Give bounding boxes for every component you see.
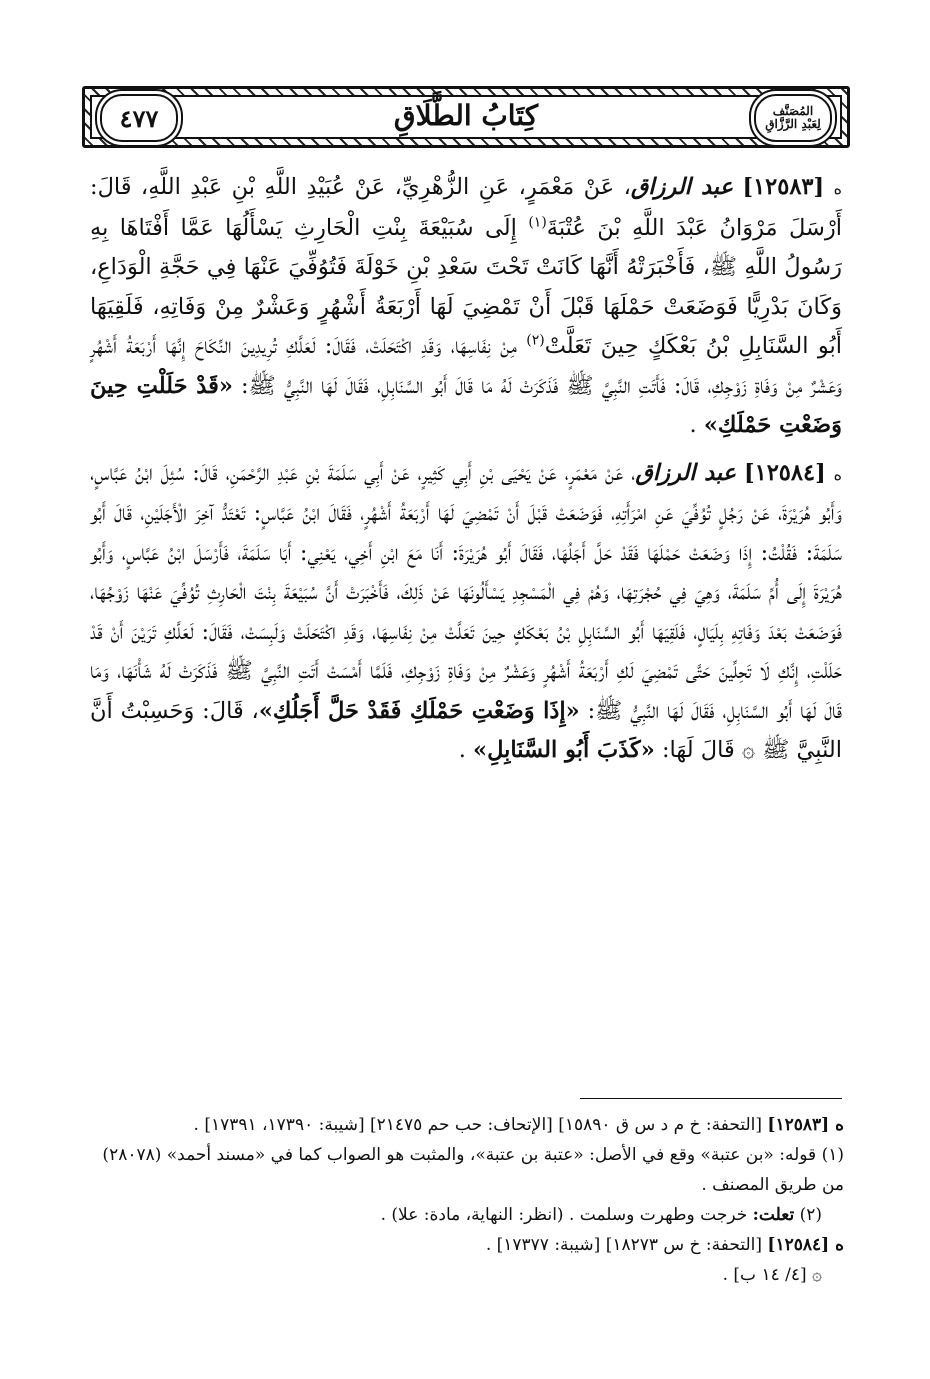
footnote-lead: ۞ [812, 1265, 822, 1285]
footnote-text: [التحفة: خ م د س ق ١٥٨٩٠] [الإتحاف: حب حم ٢١٤٧٥] [شيبة: ١٧٣٩٠، ١٧٣٩١] . [193, 1115, 768, 1135]
footnote-item [96, 1140, 844, 1200]
footnote-lead: (٢) [799, 1205, 822, 1225]
hadith-text: ، قَالَ: وَحَسِبْتُ أَنَّ النَّبِيَّ ﷺ ۞ قَالَ لَهَا: [90, 697, 842, 763]
book-logo-line2: لِعَبْدِ الرَّزَّاقِ [765, 117, 821, 131]
page-number: ٤٧٧ [119, 103, 159, 133]
footnote-ref: (٢) [526, 332, 545, 349]
hadith-number: [١٢٥٨٣] [742, 174, 825, 200]
footnote-text: [التحفة: خ س ١٨٢٧٣] [شيبة: ١٧٣٧٧] . [485, 1235, 768, 1255]
footnote-lead: ه [١٢٥٨٣] [767, 1115, 844, 1135]
book-title: كِتَابُ الطَّلَاقِ [393, 99, 539, 132]
page-header [82, 86, 850, 148]
hadith-text: ، عَنْ مَعْمَرٍ، عَنْ يَحْيَى بْنِ أَبِي كَثِيرٍ، عَنْ أَبِي سَلَمَةَ بْنِ عَبْدِ الرَّحْمَنِ، قَالَ: سُئِلَ ابْنُ عَبَّاسٍ، وَأَبُو هُرَيْرَةَ، عَنْ رَجُلٍ تُوُفِّيَ عَنِ امْرَأَتِهِ، فَوَضَعَتْ قَبْلَ أَنْ تَمْضِيَ لَهَا أَرْبَعَةُ أَشْهُرٍ، فَقَالَ ابْنُ عَبَّاسٍ: تَعْتَدُّ آخِرَ الْأَجَلَيْنِ، قَالَ أَبُو سَلَمَةَ: فَقُلْتُ: إِذَا وَضَعَتْ حَمْلَهَا فَقَدْ حَلَّ أَجَلُهَا، فَقَالَ أَبُو هُرَيْرَةَ: أَنَا مَعَ ابْنِ أَخِي، يَعْنِي: أَبَا سَلَمَةَ، فَأَرْسَلَ ابْنُ عَبَّاسٍ، وَأَبُو هُرَيْرَةَ إِلَى أُمِّ سَلَمَةَ، وَهِيَ فِي حُجْرَتِهَا، وَهُمْ فِي الْمَسْجِدِ يَسْأَلُونَهَا عَنْ ذَلِكَ، فَأَخْبَرَتْ أَنَّ سُبَيْعَةَ بِنْتَ الْحَارِثِ تُوُفِّيَ عَنْهَا زَوْجُهَا، فَوَضَعَتْ بَعْدَ وَفَاتِهِ بِلَيَالٍ، فَلَقِيَهَا أَبُو السَّنَابِلِ بْنُ بَعْكَكٍ حِينَ تَعَلَّتْ مِنْ نِفَاسِهَا، وَقَدِ اكْتَحَلَتْ وَلَبِسَتْ، فَقَالَ: لَعَلَّكِ تَرَيْنَ أَنْ قَدْ حَلَلْتِ، إِنَّكِ لَا تَحِلِّينَ حَتَّى تَمْضِيَ لَكِ أَرْبَعَةُ أَشْهُرٍ وَعَشْرٌ مِنْ وَفَاةِ زَوْجِكِ، فَلَمَّا أَمْسَتْ أَتَتِ النَّبِيَّ ﷺ فَذَكَرَتْ لَهُ شَأْنَهَا، وَمَا قَالَ لَهَا أَبُو السَّنَابِلِ، فَقَالَ لَهَا النَّبِيُّ ﷺ: [90, 459, 843, 724]
hadith-end: . [458, 737, 474, 763]
footnote-ref: (١) [528, 214, 547, 230]
prophet-quote: «إِذَا وَضَعْتِ حَمْلَكِ فَقَدْ حَلَّ أَجَلُكِ» [258, 697, 580, 724]
hadith-text: إِلَى سُبَيْعَةَ بِنْتِ الْحَارِثِ يَسْأَلُهَا عَمَّا أَفْتَاهَا بِهِ رَسُولُ اللَّهِ ﷺ، فَأَخْبَرَتْهُ أَنَّهَا كَانَتْ تَحْتَ سَعْدِ بْنِ خَوْلَةَ فَتُوُفِّيَ عَنْهَا فِي حَجَّةِ الْوَدَاعِ، وَكَانَ بَدْرِيًّا فَوَضَعَتْ حَمْلَهَا قَبْلَ أَنْ تَمْضِيَ لَهَا أَرْبَعَةُ أَشْهُرٍ وَعَشْرٌ مِنْ وَفَاتِهِ، فَلَقِيَهَا أَبُو السَّنَابِلِ بْنُ بَعْكَكٍ حِينَ تَعَلَّتْ [90, 214, 843, 359]
book-logo-line1: المُصَنَّف [772, 104, 814, 118]
footnote-item [96, 1230, 844, 1260]
footnotes [96, 1110, 844, 1290]
main-text [90, 168, 842, 771]
hadith-12584 [90, 454, 842, 771]
footnote-text: قوله: «بن عتبة» وقع في الأصل: «عتبة بن عتبة»، والمثبت هو الصواب كما في «مسند أحمد» (٢٨٠٧٨) من طريق المصنف . [102, 1145, 844, 1195]
hadith-marker: ه [833, 179, 842, 198]
footnote-item [96, 1260, 844, 1290]
hadith-marker: ه [833, 464, 842, 484]
hadith-author: عبد الرزاق [630, 174, 734, 200]
hadith-12583 [90, 168, 842, 446]
footnote-text: [٤/ ١٤ ب] . [722, 1265, 813, 1285]
hadith-author: عبد الرزاق [635, 459, 737, 486]
hadith-number: [١٢٥٨٤] [743, 459, 826, 486]
footnote-label: تعلت: [752, 1205, 795, 1225]
prophet-quote: «كَذَبَ أَبُو السَّنَابِلِ» [473, 737, 655, 763]
hadith-text: ، عَنْ مَعْمَرٍ، عَنِ الزُّهْرِيِّ، عَنْ عُبَيْدِ اللَّهِ بْنِ عَبْدِ اللَّهِ، قَالَ: أَرْسَلَ مَرْوَانُ عَبْدَ اللَّهِ بْنَ عُتْبَةَ [90, 174, 842, 241]
prophet-quote: «قَدْ حَلَلْتِ حِينَ وَضَعْتِ حَمْلَكِ» [90, 372, 842, 438]
footnote-item [96, 1110, 844, 1140]
book-logo-cartouche [754, 94, 832, 142]
hadith-text: مِنْ نِفَاسِهَا، وَقَدِ اكْتَحَلَتْ، فَقَالَ: لَعَلَّكِ تُرِيدِينَ النِّكَاحَ إِنَّهَا أَرْبَعَةُ أَشْهُرٍ وَعَشْرٌ مِنْ وَفَاةِ زَوْجِكِ، قَالَ: فَأَتَتِ النَّبِيَّ ﷺ فَذَكَرَتْ لَهُ مَا قَالَ أَبُو السَّنَابِلِ، فَقَالَ لَهَا النَّبِيُّ ﷺ: [90, 333, 842, 399]
footnote-separator [580, 1098, 842, 1099]
footnote-item [96, 1200, 844, 1230]
footnote-lead: (١) [821, 1145, 844, 1165]
footnote-lead: ه [١٢٥٨٤] [767, 1235, 844, 1255]
book-logo [765, 105, 821, 131]
hadith-end: . [689, 412, 704, 438]
footnote-text: خرجت وطهرت وسلمت . (انظر: النهاية، مادة: علا) . [380, 1205, 753, 1225]
